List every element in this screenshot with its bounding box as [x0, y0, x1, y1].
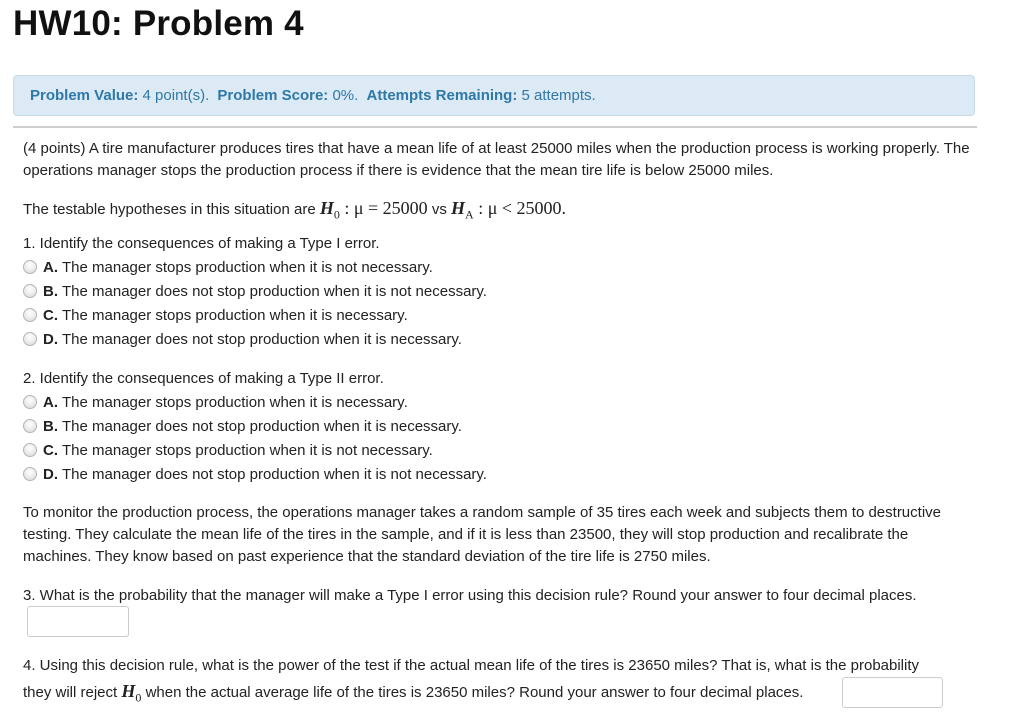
q2-option-c[interactable]: C. The manager stops production when it is not necessary. — [23, 440, 433, 460]
hypotheses-prefix: The testable hypotheses in this situation are — [23, 201, 316, 218]
q3-answer-input[interactable] — [27, 606, 129, 637]
question-4-line-2: they will reject $H_0$ when the actual average life of the tires is 23650 miles? Round your answer to four decimal places. — [23, 681, 804, 705]
radio-button[interactable] — [23, 332, 37, 346]
divider — [13, 126, 977, 128]
monitor-paragraph: To monitor the production process, the operations manager takes a random sample of 35 tires each week and subjects them to destructive testing. They calculate the mean life of the tires in the sample, and if it is less than 23500, they will stop production and recalibrate the machines. They know based on past experience that the standard deviation of the tire life is 2750 miles. — [23, 504, 941, 565]
attempts-remaining: 5 attempts. — [521, 87, 596, 104]
page-title: HW10: Problem 4 — [13, 4, 304, 43]
radio-button[interactable] — [23, 467, 37, 481]
problem-score: 0%. — [332, 87, 359, 104]
radio-button[interactable] — [23, 308, 37, 322]
radio-button[interactable] — [23, 419, 37, 433]
problem-info-box — [13, 75, 975, 116]
problem-value-label: Problem Value: — [30, 87, 139, 104]
alt-hypothesis: $H_A$ : μ < 25000. — [451, 198, 567, 222]
null-hypothesis: $H_0$ : μ = 25000 — [319, 198, 428, 222]
q1-option-d[interactable]: D. The manager does not stop production when it is necessary. — [23, 329, 462, 349]
radio-button[interactable] — [23, 395, 37, 409]
radio-button[interactable] — [23, 284, 37, 298]
radio-button[interactable] — [23, 443, 37, 457]
q2-option-b[interactable]: B. The manager does not stop production when it is necessary. — [23, 416, 462, 436]
q1-option-b[interactable]: B. The manager does not stop production when it is not necessary. — [23, 281, 487, 301]
problem-value: 4 point(s). — [142, 87, 210, 104]
question-3-prompt: 3. What is the probability that the manager will make a Type I error using this decision rule? Round your answer to four decimal places. — [23, 587, 917, 604]
attempts-label: Attempts Remaining: — [366, 87, 518, 104]
problem-score-label: Problem Score: — [217, 87, 329, 104]
vs-label: vs — [431, 201, 447, 218]
question-1-prompt: 1. Identify the consequences of making a Type I error. — [23, 235, 380, 252]
hypotheses-line — [23, 196, 973, 227]
q1-option-c[interactable]: C. The manager stops production when it is necessary. — [23, 305, 408, 325]
radio-button[interactable] — [23, 260, 37, 274]
q2-option-a[interactable]: A. The manager stops production when it is necessary. — [23, 392, 408, 412]
q4-answer-input[interactable] — [842, 677, 943, 708]
question-4-line-1: 4. Using this decision rule, what is the power of the test if the actual mean life of the tires is 23650 miles? That is, what is the probability — [23, 657, 920, 674]
q1-option-a[interactable]: A. The manager stops production when it is not necessary. — [23, 257, 433, 277]
question-2-prompt: 2. Identify the consequences of making a Type II error. — [23, 370, 384, 387]
problem-intro: (4 points) A tire manufacturer produces tires that have a mean life of at least 25000 miles when the production process is working properly. The operations manager stops the production process if there is evidence that the mean tire life is below 25000 miles. — [23, 140, 970, 179]
q2-option-d[interactable]: D. The manager does not stop production when it is not necessary. — [23, 464, 487, 484]
